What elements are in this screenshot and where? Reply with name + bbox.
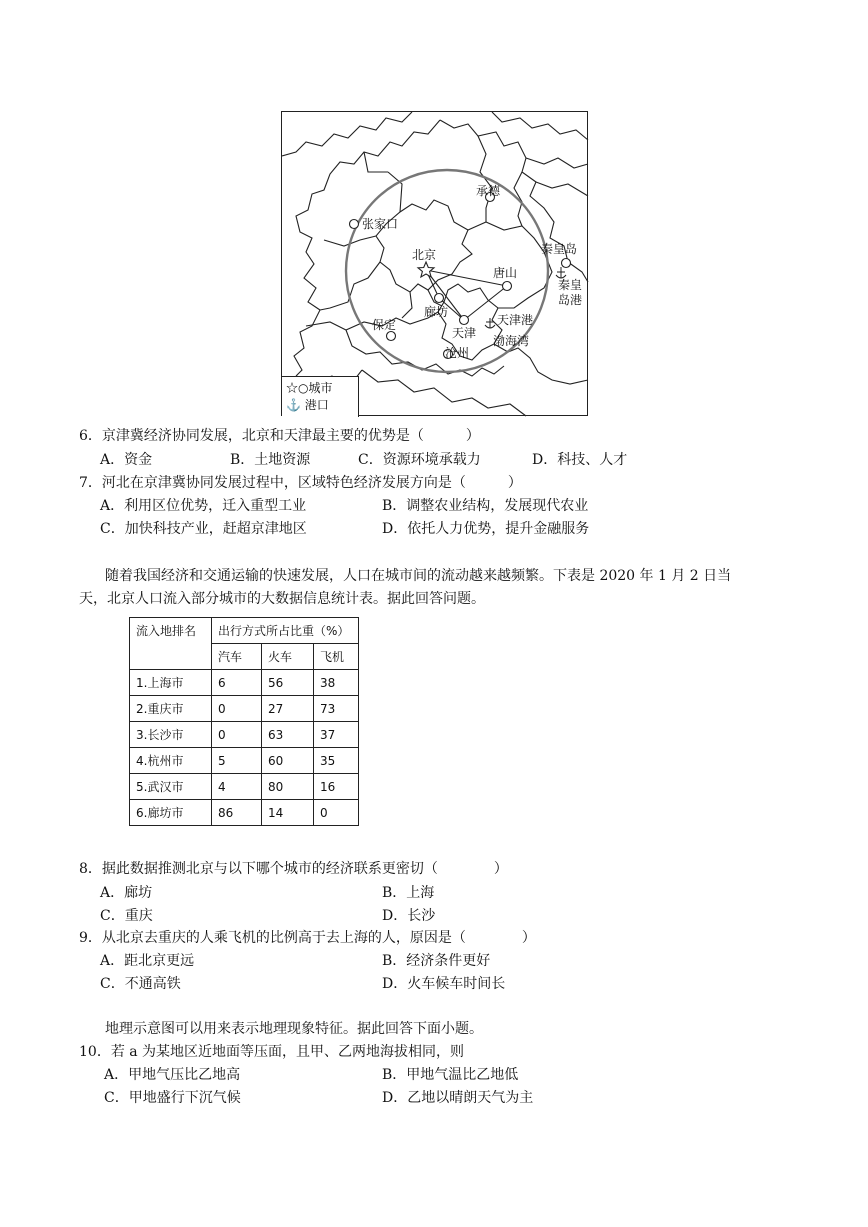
q6-option-c: C．资源环境承载力 xyxy=(358,452,481,468)
q9-option-d: D．火车候车时间长 xyxy=(382,976,506,992)
q6-option-a: A．资金 xyxy=(100,452,153,468)
cell-train: 56 xyxy=(262,670,314,696)
cell-car: 0 xyxy=(212,696,262,722)
q10-option-a: A．甲地气压比乙地高 xyxy=(104,1067,241,1083)
label-bohai-bay: 渤海湾 xyxy=(493,334,530,348)
population-flow-table xyxy=(129,617,359,826)
jingjinji-map xyxy=(281,111,588,416)
q7-option-c: C．加快科技产业，赶超京津地区 xyxy=(100,521,307,537)
table-row xyxy=(130,670,359,696)
table-row xyxy=(130,800,359,826)
q6-option-b: B．土地资源 xyxy=(230,452,311,468)
header-share: 出行方式所占比重（%） xyxy=(212,618,359,644)
label-tianjin: 天津 xyxy=(452,326,477,340)
q9-option-c: C．不通高铁 xyxy=(100,976,181,992)
label-langfang: 廊坊 xyxy=(424,305,449,319)
legend-port-label: 港口 xyxy=(304,398,329,412)
label-zhangjiakou: 张家口 xyxy=(362,217,399,231)
header-plane: 飞机 xyxy=(314,644,359,670)
q8-option-b: B．上海 xyxy=(382,885,435,901)
intro2-line1: 随着我国经济和交通运输的快速发展，人口在城市间的流动越来越频繁。下表是 2020 年 1 月 2 日当 xyxy=(105,568,732,584)
q8-option-d: D．长沙 xyxy=(382,908,436,924)
label-qinhuangdao-port-2: 岛港 xyxy=(558,293,583,307)
cell-city: 5.武汉市 xyxy=(130,774,212,800)
label-cangzhou: 沧州 xyxy=(445,346,470,360)
q7-option-b: B．调整农业结构，发展现代农业 xyxy=(382,498,589,514)
cell-train: 80 xyxy=(262,774,314,800)
legend-anchor-icon: ⚓ xyxy=(286,398,305,412)
cell-city: 1.上海市 xyxy=(130,670,212,696)
cell-train: 63 xyxy=(262,722,314,748)
cell-train: 14 xyxy=(262,800,314,826)
cell-train: 60 xyxy=(262,748,314,774)
q10-stem: 10．若 a 为某地区近地面等压面，且甲、乙两地海拔相同，则 xyxy=(79,1044,465,1060)
q6-option-d: D．科技、人才 xyxy=(532,452,628,468)
q7-option-d: D．依托人力优势，提升金融服务 xyxy=(382,521,590,537)
header-car: 汽车 xyxy=(212,644,262,670)
cell-city: 2.重庆市 xyxy=(130,696,212,722)
cell-car: 4 xyxy=(212,774,262,800)
cell-plane: 73 xyxy=(314,696,359,722)
label-chengde: 承德 xyxy=(476,184,501,198)
intro2-line2: 天，北京人口流入部分城市的大数据信息统计表。据此回答问题。 xyxy=(79,591,485,607)
header-train: 火车 xyxy=(262,644,314,670)
q9-option-a: A．距北京更远 xyxy=(100,953,195,969)
cell-car: 5 xyxy=(212,748,262,774)
cell-city: 6.廊坊市 xyxy=(130,800,212,826)
header-rank: 流入地排名 xyxy=(130,618,212,670)
cell-car: 0 xyxy=(212,722,262,748)
label-qinhuangdao-port-1: 秦皇 xyxy=(558,278,583,292)
legend-city-label: 城市 xyxy=(308,381,333,395)
table-row xyxy=(130,774,359,800)
q9-stem: 9．从北京去重庆的人乘飞机的比例高于去上海的人，原因是（ ） xyxy=(79,930,536,946)
label-tangshan: 唐山 xyxy=(493,266,518,280)
label-tianjin-port: 天津港 xyxy=(497,313,534,327)
label-qinhuangdao: 秦皇岛 xyxy=(541,242,578,256)
q8-option-c: C．重庆 xyxy=(100,908,153,924)
cell-plane: 35 xyxy=(314,748,359,774)
table-row xyxy=(130,696,359,722)
q7-stem: 7．河北在京津冀协同发展过程中，区域特色经济发展方向是（ ） xyxy=(79,475,522,491)
cell-plane: 38 xyxy=(314,670,359,696)
cell-car: 6 xyxy=(212,670,262,696)
label-beijing: 北京 xyxy=(412,248,437,262)
map-graphic xyxy=(282,112,589,417)
label-baoding: 保定 xyxy=(372,318,397,332)
cell-car: 86 xyxy=(212,800,262,826)
table-row xyxy=(130,748,359,774)
cell-city: 3.长沙市 xyxy=(130,722,212,748)
cell-plane: 37 xyxy=(314,722,359,748)
q8-option-a: A．廊坊 xyxy=(100,885,153,901)
q6-stem: 6．京津冀经济协同发展，北京和天津最主要的优势是（ ） xyxy=(79,428,480,444)
q8-stem: 8．据此数据推测北京与以下哪个城市的经济联系更密切（ ） xyxy=(79,861,508,877)
table-header-row xyxy=(130,618,359,644)
q10-option-d: D．乙地以晴朗天气为主 xyxy=(382,1090,534,1106)
intro3: 地理示意图可以用来表示地理现象特征。据此回答下面小题。 xyxy=(105,1021,483,1037)
legend-port-row xyxy=(286,398,329,412)
legend-city-row xyxy=(286,381,333,395)
cell-city: 4.杭州市 xyxy=(130,748,212,774)
q7-option-a: A．利用区位优势，迁入重型工业 xyxy=(100,498,307,514)
table-row xyxy=(130,722,359,748)
q10-option-c: C．甲地盛行下沉气候 xyxy=(104,1090,241,1106)
cell-train: 27 xyxy=(262,696,314,722)
map-legend xyxy=(282,376,359,417)
cell-plane: 0 xyxy=(314,800,359,826)
q10-option-b: B．甲地气温比乙地低 xyxy=(382,1067,519,1083)
legend-star-circle-icon: ☆○ xyxy=(286,381,309,395)
q9-option-b: B．经济条件更好 xyxy=(382,953,491,969)
cell-plane: 16 xyxy=(314,774,359,800)
